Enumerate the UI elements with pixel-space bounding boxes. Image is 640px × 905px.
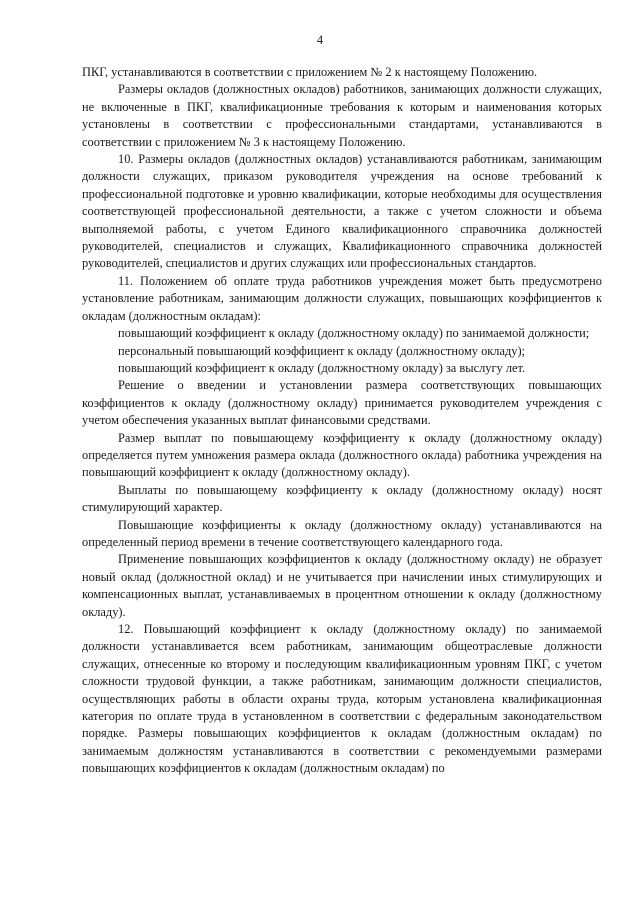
paragraph-item-11: 11. Положением об оплате труда работников учреждения может быть предусмотрено установление работникам, занимающим должности служащих, повышающих коэффициентов к окладам (должностным окладам):: [82, 273, 602, 323]
paragraph-salary-not-in-pkg: Размеры окладов (должностных окладов) работников, занимающих должности служащих, не включенные в ПКГ, квалификационные требования к которым и наименования которых установлены в соответствии с профессиональными стандартами, устанавливаются в соответствии с приложением № 3 к настоящему Положению.: [82, 82, 602, 149]
paragraph-stimulating: Выплаты по повышающему коэффициенту к окладу (должностному окладу) носят стимулирующий характер.: [82, 482, 602, 515]
list-item-position-coefficient: повышающий коэффициент к окладу (должностному окладу) по занимаемой должности;: [118, 326, 590, 341]
page-number: 4: [316, 33, 324, 47]
paragraph-period: Повышающие коэффициенты к окладу (должностному окладу) устанавливаются на определенный период времени в течение соответствующего календарного года.: [82, 517, 602, 549]
list-item-personal-coefficient: персональный повышающий коэффициент к окладу (должностному окладу);: [118, 343, 526, 358]
paragraph-payment-size: Размер выплат по повышающему коэффициенту к окладу (должностному окладу) определяется путем умножения размера оклада (должностного оклада) работника учреждения на повышающий коэффициент к окладу (должностному окладу).: [82, 430, 602, 480]
paragraph-item-10: 10. Размеры окладов (должностных окладов) устанавливаются работникам, занимающим должности служащих, приказом руководителя учреждения на основе требований к профессиональной подготовке и уровню квалификации, которые необходимы для осуществления соответствующей профессиональной деятельности, а также с учетом сложности и объема выполняемой работы, с учетом Единого квалификационного справочника должностей руководителей, специалистов и служащих, Квалификационного справочника должностей руководителей, специалистов и других служащих или профессиональных стандартов.: [82, 152, 602, 271]
paragraph-item-12: 12. Повышающий коэффициент к окладу (должностному окладу) по занимаемой должности устанавливается всем работникам, занимающим общеотраслевые должности служащих, отнесенные ко второму и последующим квалификационным уровням ПКГ, с учетом сложности трудовой функции, а также работникам, занимающим должности специалистов, осуществляющих работы в области охраны труда, которым установлена квалификационная категория по оплате труда в установленном в соответствии с федеральным законодательством порядке. Размеры повышающих коэффициентов к окладам (должностным окладам) по занимаемым должностям устанавливаются в соответствии с рекомендуемыми размерами повышающих коэффициентов к окладам (должностным окладам) по: [82, 622, 602, 776]
list-item-seniority-coefficient: повышающий коэффициент к окладу (должностному окладу) за выслугу лет.: [118, 360, 526, 375]
paragraph-decision: Решение о введении и установлении размера соответствующих повышающих коэффициентов к окладу (должностному окладу) принимается руководителем учреждения с учетом обеспечения указанных выплат финансовыми средствами.: [82, 378, 602, 428]
document-body: [82, 64, 602, 778]
paragraph-application: Применение повышающих коэффициентов к окладу (должностному окладу) не образует новый оклад (должностной оклад) и не учитывается при начислении иных стимулирующих и компенсационных выплат, устанавливаемых в процентном отношении к окладу (должностному окладу).: [82, 552, 602, 619]
paragraph-continuation-pkg: ПКГ, устанавливаются в соответствии с приложением № 2 к настоящему Положению.: [82, 65, 538, 79]
